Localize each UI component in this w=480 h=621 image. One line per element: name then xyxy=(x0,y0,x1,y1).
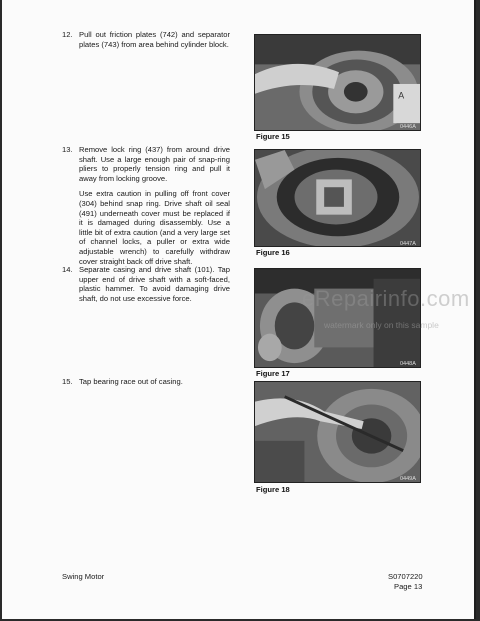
figure-code: 0448A xyxy=(400,361,416,367)
figure-18-photo xyxy=(254,381,421,483)
step-caution-text: Use extra caution in pulling off front cover (304) behind snap ring. Drive shaft oil seal (491) underneath cover must be replaced if it is damaged during disassembly. Use a little bit of extra caution (and a very large set of channel locks, a puller or extra wide adjustable wrench) to carefully withdraw cover straight back off drive shaft. xyxy=(79,189,230,266)
figure-code: 0449A xyxy=(400,476,416,482)
figure-15-photo xyxy=(254,34,421,131)
figure-17-photo xyxy=(254,268,421,368)
figure-code: 0446A xyxy=(400,124,416,130)
figure-caption: Figure 18 xyxy=(256,485,290,494)
step-number: 13. xyxy=(62,145,73,154)
footer-doc-number: S0707220 xyxy=(388,572,423,581)
step-number: 15. xyxy=(62,377,73,386)
step-12 xyxy=(62,30,230,55)
figure-16-photo xyxy=(254,149,421,247)
step-13 xyxy=(62,145,230,272)
footer-section-title: Swing Motor xyxy=(62,572,105,581)
figure-code: 0447A xyxy=(400,241,416,247)
manual-page xyxy=(2,0,476,619)
footer-page-number: Page 13 xyxy=(394,582,423,591)
step-text: Separate casing and drive shaft (101). Tap upper end of drive shaft with a soft-faced, plastic hammer. To avoid damaging drive shaft, do not use excessive force. xyxy=(79,265,230,303)
figure-caption: Figure 17 xyxy=(256,369,290,378)
watermark-subtext: watermark only on this sample xyxy=(324,320,439,330)
step-number: 14. xyxy=(62,265,73,274)
step-number: 12. xyxy=(62,30,73,39)
watermark-text: eRepairinfo.com xyxy=(302,286,470,311)
step-15 xyxy=(62,377,230,393)
step-text: Remove lock ring (437) from around drive shaft. Use a large enough pair of snap-ring pliers to properly tension ring and pull it away from locking groove. xyxy=(79,145,230,183)
figure-caption: Figure 16 xyxy=(256,248,290,257)
step-text: Tap bearing race out of casing. xyxy=(79,377,183,386)
svg-text:A: A xyxy=(398,90,405,101)
step-text: Pull out friction plates (742) and separator plates (743) from area behind cylinder block. xyxy=(79,30,230,49)
step-14 xyxy=(62,265,230,309)
figure-caption: Figure 15 xyxy=(256,132,290,141)
